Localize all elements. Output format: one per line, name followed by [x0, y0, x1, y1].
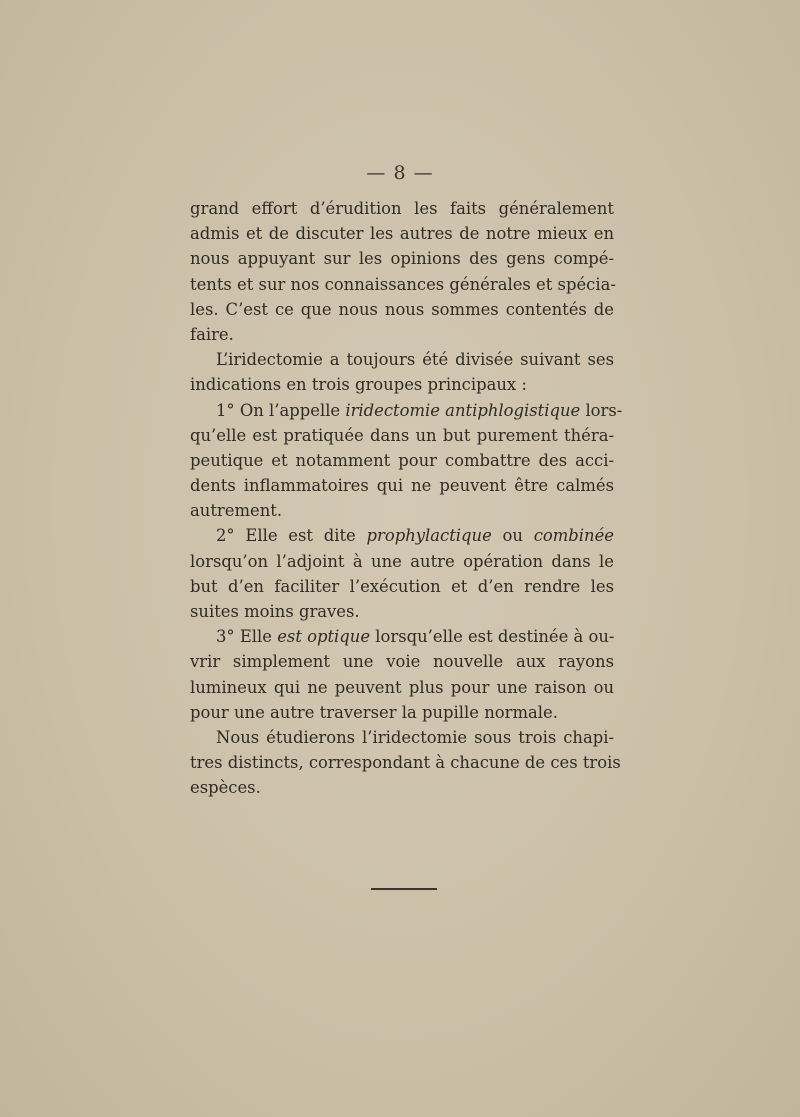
text-line: [190, 221, 614, 246]
text-segment: espèces.: [190, 778, 261, 798]
text-segment: ou: [491, 526, 534, 546]
text-segment: lors-: [580, 400, 623, 420]
text-line: [190, 725, 614, 750]
italic-term: est optique: [277, 627, 371, 647]
text-segment: but d’en faciliter l’exécution et d’en rendre les: [190, 576, 614, 596]
text-line: [190, 423, 614, 448]
text-line: [190, 574, 614, 599]
text-line: [190, 448, 614, 473]
text-line: [190, 297, 614, 322]
text-line: [190, 549, 614, 574]
text-line: [190, 473, 614, 498]
text-line: [190, 398, 623, 423]
text-line: [190, 624, 614, 649]
text-segment: tres distincts, correspondant à chacune de ces trois: [190, 753, 621, 773]
italic-term: combinée: [533, 526, 614, 546]
text-line: [190, 246, 614, 271]
text-segment: nous appuyant sur les opinions des gens compé-: [190, 249, 614, 269]
text-segment: lorsqu’elle est destinée à ou-: [370, 627, 615, 647]
text-line: [190, 322, 614, 347]
text-segment: faire.: [190, 324, 234, 344]
italic-term: prophylactique: [366, 526, 492, 546]
text-segment: 3° Elle: [216, 627, 278, 647]
text-segment: suites moins graves.: [190, 602, 360, 621]
text-segment: lorsqu’on l’adjoint à une autre opération dans le: [190, 551, 614, 571]
text-line: [190, 498, 614, 523]
text-segment: indications en trois groupes principaux :: [190, 375, 527, 395]
text-line: [190, 599, 614, 624]
text-line: [190, 649, 614, 674]
page-number: — 8 —: [366, 162, 434, 184]
text-line: [190, 196, 614, 221]
text-segment: autrement.: [190, 501, 283, 521]
text-line: [190, 750, 621, 775]
text-segment: Nous étudierons l’iridectomie sous trois chapi-: [216, 727, 614, 747]
text-segment: vrir simplement une voie nouvelle aux rayons: [190, 652, 614, 672]
text-line: [190, 523, 614, 548]
text-segment: dents inflammatoires qui ne peuvent être calmés: [190, 476, 614, 496]
text-segment: L’iridectomie a toujours été divisée suivant ses: [216, 350, 614, 370]
text-segment: lumineux qui ne peuvent plus pour une raison ou: [190, 677, 614, 697]
text-line: [190, 272, 614, 297]
text-line: [190, 700, 614, 725]
text-segment: pour une autre traverser la pupille normale.: [190, 702, 558, 722]
text-segment: qu’elle est pratiquée dans un but purement théra-: [190, 425, 614, 445]
text-segment: grand effort d’érudition les faits généralement: [190, 199, 614, 218]
text-line: [190, 347, 614, 372]
text-segment: les. C’est ce que nous nous sommes contentés de: [190, 299, 614, 319]
text-segment: 1° On l’appelle: [216, 400, 346, 420]
end-rule: [371, 888, 437, 890]
body-text: [190, 196, 623, 801]
text-segment: 2° Elle est dite: [216, 526, 367, 546]
italic-term: iridectomie antiphlogistique: [345, 400, 581, 420]
text-line: [190, 675, 614, 700]
text-segment: peutique et notamment pour combattre des acci-: [190, 450, 614, 470]
text-line: [190, 775, 614, 800]
text-segment: admis et de discuter les autres de notre mieux en: [190, 224, 614, 244]
text-line: [190, 372, 614, 397]
text-segment: tents et sur nos connaissances générales et spécia-: [190, 274, 616, 294]
